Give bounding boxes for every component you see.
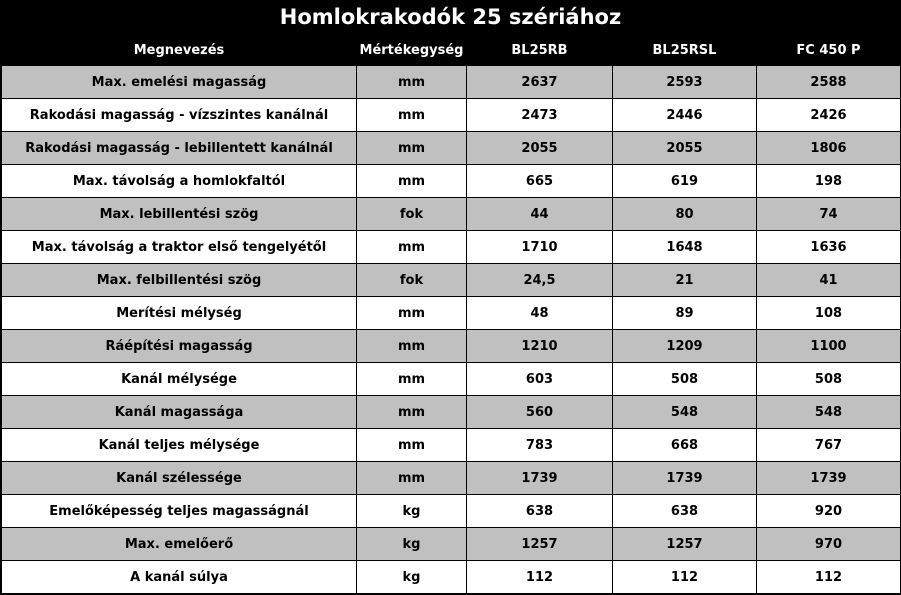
row-bl25rsl: 619 [613, 165, 757, 198]
row-fc450p: 2426 [757, 99, 901, 132]
table-row [2, 528, 901, 561]
row-bl25rsl: 89 [613, 297, 757, 330]
header-bl25rsl: BL25RSL [613, 35, 757, 66]
row-unit: mm [357, 330, 467, 363]
row-bl25rsl: 2593 [613, 66, 757, 99]
row-bl25rb: 1210 [467, 330, 613, 363]
row-unit: mm [357, 231, 467, 264]
row-unit: mm [357, 429, 467, 462]
table-row [2, 396, 901, 429]
row-bl25rsl: 21 [613, 264, 757, 297]
row-bl25rb: 44 [467, 198, 613, 231]
row-unit: mm [357, 165, 467, 198]
row-bl25rb: 2055 [467, 132, 613, 165]
row-name: Rakodási magasság - vízszintes kanálnál [2, 99, 357, 132]
row-name: Kanál magassága [2, 396, 357, 429]
row-fc450p: 920 [757, 495, 901, 528]
row-bl25rb: 112 [467, 561, 613, 594]
row-bl25rsl: 80 [613, 198, 757, 231]
row-unit: fok [357, 264, 467, 297]
row-name: Kanál teljes mélysége [2, 429, 357, 462]
row-unit: kg [357, 528, 467, 561]
row-fc450p: 970 [757, 528, 901, 561]
row-unit: mm [357, 396, 467, 429]
table-row [2, 165, 901, 198]
table-row [2, 231, 901, 264]
table-row [2, 429, 901, 462]
row-fc450p: 1739 [757, 462, 901, 495]
table-row [2, 132, 901, 165]
row-fc450p: 1806 [757, 132, 901, 165]
table-row [2, 99, 901, 132]
row-name: Max. emelési magasság [2, 66, 357, 99]
row-bl25rsl: 1209 [613, 330, 757, 363]
row-unit: kg [357, 561, 467, 594]
row-fc450p: 198 [757, 165, 901, 198]
row-unit: mm [357, 66, 467, 99]
row-unit: fok [357, 198, 467, 231]
row-bl25rsl: 1739 [613, 462, 757, 495]
row-fc450p: 1636 [757, 231, 901, 264]
header-fc450p: FC 450 P [757, 35, 901, 66]
row-bl25rb: 2637 [467, 66, 613, 99]
row-fc450p: 508 [757, 363, 901, 396]
row-bl25rsl: 638 [613, 495, 757, 528]
table-row [2, 264, 901, 297]
row-fc450p: 108 [757, 297, 901, 330]
row-bl25rb: 2473 [467, 99, 613, 132]
row-bl25rsl: 508 [613, 363, 757, 396]
row-fc450p: 1100 [757, 330, 901, 363]
row-fc450p: 2588 [757, 66, 901, 99]
row-name: Kanál mélysége [2, 363, 357, 396]
header-unit: Mértékegység [357, 35, 467, 66]
row-name: Merítési mélység [2, 297, 357, 330]
row-bl25rb: 48 [467, 297, 613, 330]
row-bl25rsl: 2055 [613, 132, 757, 165]
row-bl25rsl: 2446 [613, 99, 757, 132]
row-bl25rb: 560 [467, 396, 613, 429]
header-name: Megnevezés [2, 35, 357, 66]
row-name: Max. felbillentési szög [2, 264, 357, 297]
row-unit: mm [357, 462, 467, 495]
table-row [2, 462, 901, 495]
table-title: Homlokrakodók 25 szériához [1, 0, 900, 35]
table-row [2, 561, 901, 594]
row-name: Rakodási magasság - lebillentett kanálnál [2, 132, 357, 165]
table-row [2, 330, 901, 363]
row-fc450p: 112 [757, 561, 901, 594]
row-name: Ráépítési magasság [2, 330, 357, 363]
row-bl25rsl: 112 [613, 561, 757, 594]
row-name: Max. emelőerő [2, 528, 357, 561]
row-name: A kanál súlya [2, 561, 357, 594]
row-unit: mm [357, 132, 467, 165]
spec-table [1, 35, 901, 594]
table-row [2, 363, 901, 396]
row-bl25rb: 24,5 [467, 264, 613, 297]
row-unit: mm [357, 99, 467, 132]
table-row [2, 297, 901, 330]
row-name: Max. lebillentési szög [2, 198, 357, 231]
row-bl25rb: 1739 [467, 462, 613, 495]
row-name: Kanál szélessége [2, 462, 357, 495]
header-bl25rb: BL25RB [467, 35, 613, 66]
row-bl25rb: 665 [467, 165, 613, 198]
row-name: Max. távolság a homlokfaltól [2, 165, 357, 198]
row-bl25rb: 638 [467, 495, 613, 528]
row-name: Emelőképesség teljes magasságnál [2, 495, 357, 528]
row-bl25rb: 603 [467, 363, 613, 396]
row-bl25rb: 1257 [467, 528, 613, 561]
row-unit: kg [357, 495, 467, 528]
header-row [2, 35, 901, 66]
row-bl25rb: 1710 [467, 231, 613, 264]
row-fc450p: 548 [757, 396, 901, 429]
row-bl25rb: 783 [467, 429, 613, 462]
row-unit: mm [357, 363, 467, 396]
row-fc450p: 767 [757, 429, 901, 462]
row-bl25rsl: 1648 [613, 231, 757, 264]
row-bl25rsl: 1257 [613, 528, 757, 561]
row-fc450p: 74 [757, 198, 901, 231]
table-row [2, 66, 901, 99]
table-row [2, 198, 901, 231]
row-fc450p: 41 [757, 264, 901, 297]
row-unit: mm [357, 297, 467, 330]
row-name: Max. távolság a traktor első tengelyétől [2, 231, 357, 264]
row-bl25rsl: 668 [613, 429, 757, 462]
row-bl25rsl: 548 [613, 396, 757, 429]
table-row [2, 495, 901, 528]
